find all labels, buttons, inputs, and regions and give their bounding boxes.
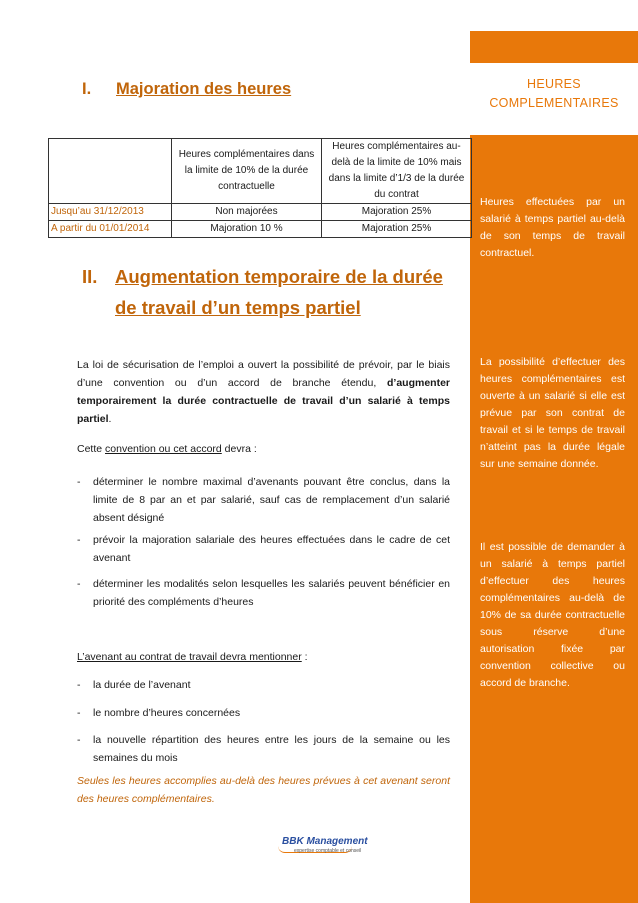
list-item-text: déterminer les modalités selon lesquelles les salariés peuvent bénéficier en priorité des compléments d’heures — [93, 578, 450, 608]
table-header-col2: Heures complémentaires au-delà de la limite de 10% mais dans la limite d’1/3 de la durée du contrat — [322, 139, 472, 204]
sidebar-title — [470, 63, 638, 135]
table-header-col1: Heures complémentaires dans la limite de 10% de la durée contractuelle — [172, 139, 322, 204]
convention-underlined: convention ou cet accord — [105, 443, 222, 455]
table-row — [49, 204, 472, 221]
intro-end: . — [108, 413, 112, 425]
table-header-row — [49, 139, 472, 204]
list-item — [77, 704, 450, 722]
list-dash: - — [77, 679, 81, 691]
majoration-table — [48, 138, 472, 238]
table-cell: Majoration 25% — [322, 204, 472, 221]
list-item — [77, 531, 450, 567]
intro-paragraph — [77, 356, 450, 428]
intro-bold: d’augmenter temporairement la durée contractuelle de travail d’un salarié à temps partiel — [77, 377, 450, 425]
avenant-suffix: : — [301, 651, 308, 663]
list-dash: - — [77, 578, 81, 590]
table-cell: Non majorées — [172, 204, 322, 221]
convention-prefix: Cette — [77, 443, 106, 455]
list-item — [77, 676, 450, 694]
logo-text: BBK Management — [282, 836, 368, 847]
sidebar-body — [470, 135, 638, 903]
list-item — [77, 473, 450, 527]
sidebar-definition: Heures effectuées par un salarié à temps partiel au-delà de son temps de travail contractuel. — [480, 196, 625, 259]
list-item-text: la nouvelle répartition des heures entre les jours de la semaine ou les semaines du mois — [93, 734, 450, 764]
list-item-text: prévoir la majoration salariale des heures effectuées dans le cadre de cet avenant — [93, 534, 450, 564]
list-item-text: déterminer le nombre maximal d’avenants pouvant être conclus, dans la limite de 8 par an et par salarié, sauf cas de remplacement d’un salarié absent désigné — [93, 476, 450, 524]
sidebar-beyond-limit: Il est possible de demander à un salarié à temps partiel d’effectuer des heures complémentaires au-delà de 10% de sa durée contractuelle sous réserve d’une autorisation fixée par convention collective ou accord de branche. — [480, 541, 625, 689]
section1-title: Majoration des heures — [116, 80, 292, 98]
section1-number: I. — [82, 80, 92, 98]
list-dash: - — [77, 734, 81, 746]
closing-note: Seules les heures accomplies au-delà des heures prévues à cet avenant seront des heures complémentaires. — [77, 775, 450, 805]
sidebar-title-line1: HEURES — [527, 77, 581, 91]
list-item-text: le nombre d’heures concernées — [93, 707, 241, 719]
table-row-label: Jusqu’au 31/12/2013 — [49, 204, 172, 221]
section2-number: II. — [82, 266, 98, 287]
sidebar-possibility: La possibilité d’effectuer des heures complémentaires est ouverte à un salarié si elle est prévue par son contrat de travail et si le temps de travail n’atteint pas la durée légale sur une semaine donnée. — [480, 356, 625, 470]
list-item — [77, 575, 450, 611]
section2-title: Augmentation temporaire de la durée de travail d’un temps partiel — [115, 266, 443, 318]
section1-heading — [82, 80, 291, 99]
convention-suffix: devra : — [221, 443, 257, 455]
table-cell: Majoration 10 % — [172, 221, 322, 238]
convention-lead — [77, 440, 450, 458]
list-dash: - — [77, 476, 81, 488]
table-row — [49, 221, 472, 238]
sidebar-top-band — [470, 31, 638, 63]
company-logo — [282, 836, 368, 862]
section2-heading — [82, 261, 465, 323]
logo-tagline: expertise comptable et conseil — [294, 848, 362, 854]
list-item-text: la durée de l’avenant — [93, 679, 191, 691]
table-cell: Majoration 25% — [322, 221, 472, 238]
intro-text: La loi de sécurisation de l’emploi a ouvert la possibilité de prévoir, par le biais d’une convention ou d’un accord de branche étendu, — [77, 359, 450, 389]
avenant-lead — [77, 648, 450, 666]
sidebar-title-line2: COMPLEMENTAIRES — [489, 96, 619, 110]
table-row-label: A partir du 01/01/2014 — [49, 221, 172, 238]
list-item — [77, 731, 450, 767]
list-dash: - — [77, 534, 81, 546]
avenant-underlined: L’avenant au contrat de travail devra mentionner — [77, 651, 302, 663]
list-dash: - — [77, 707, 81, 719]
table-header-empty — [49, 139, 172, 204]
